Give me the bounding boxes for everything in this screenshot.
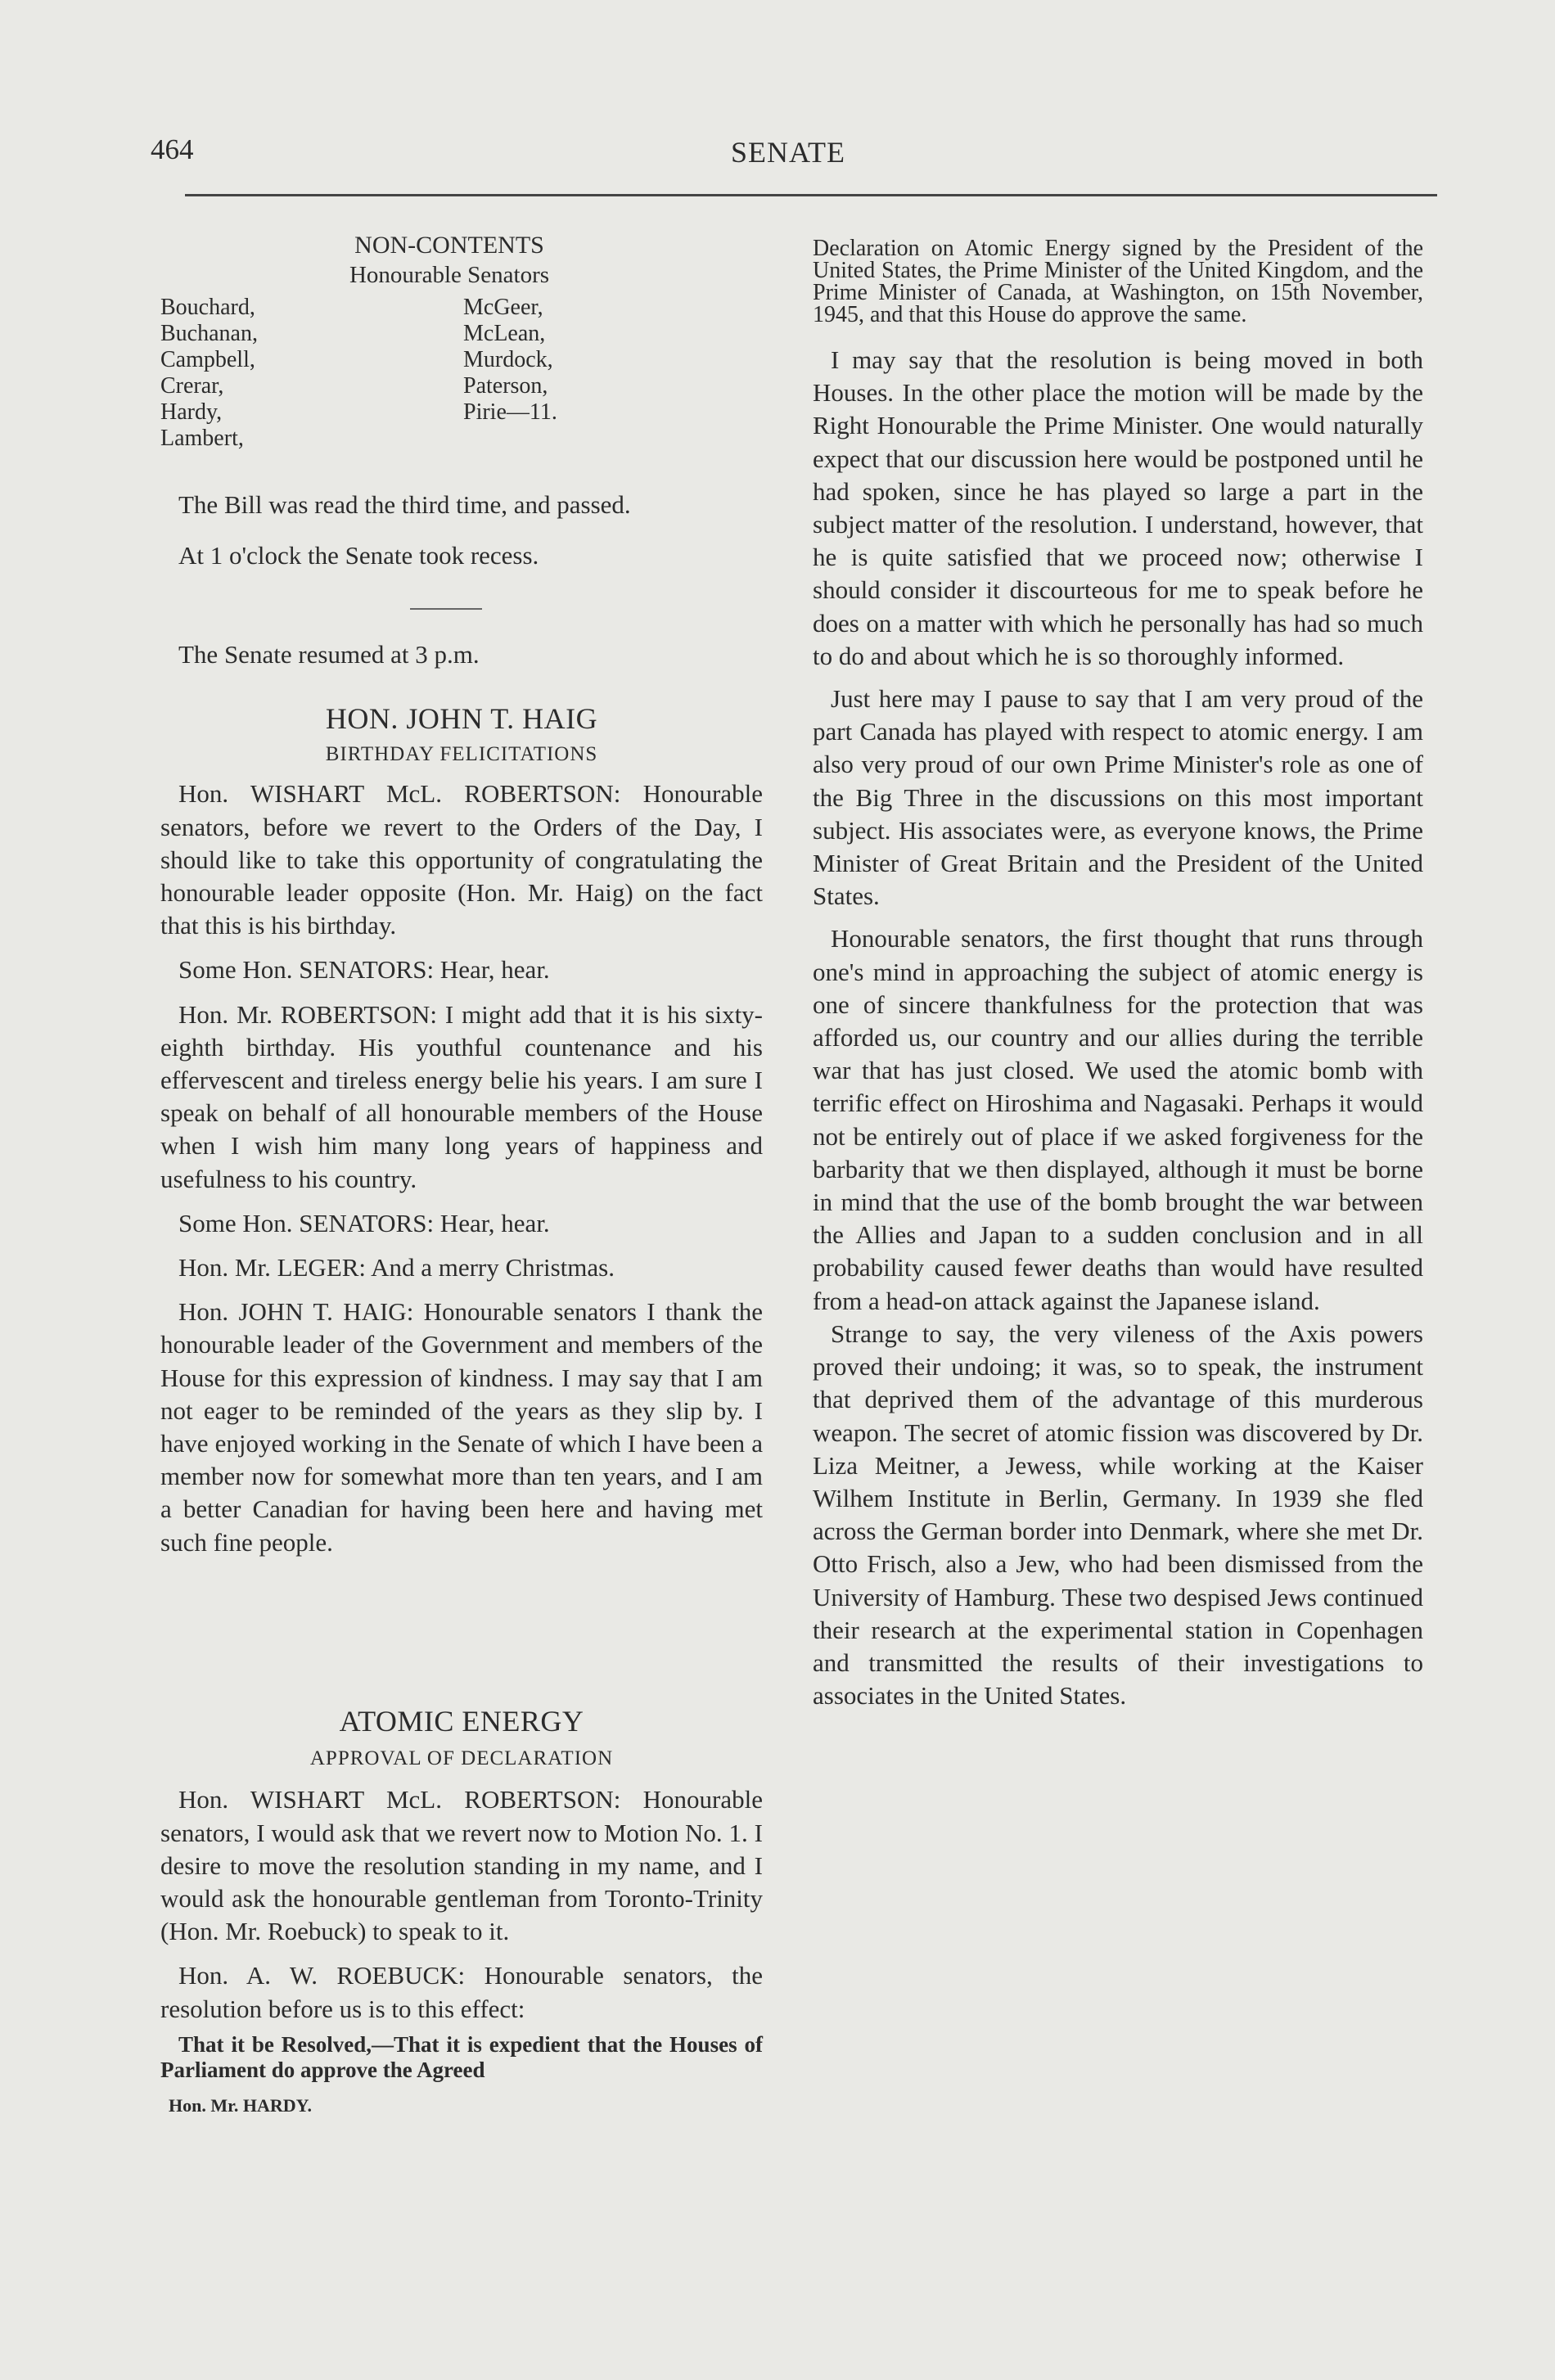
running-head: SENATE — [731, 136, 845, 169]
paragraph: The Bill was read the third time, and passed. — [178, 490, 631, 519]
resolution-quote-continued: Declaration on Atomic Energy signed by the President of the United States, the Prime Minister of the United Kingdom, and the Prime Minister of Canada, at Washington, on 15th November, 1945, and that this House do approve the same. — [813, 236, 1423, 327]
paragraph: Hon. WISHART McL. ROBERTSON: Honourable senators, I would ask that we revert now to Motion No. 1. I desire to move the resolution standing in my name, and I would ask the honourable gentleman from Toronto-Trinity (Hon. Mr. Roebuck) to speak to it. — [160, 1785, 763, 1946]
page-number: 464 — [151, 133, 194, 165]
paragraph: Honourable senators, the first thought that runs through one's mind in approaching the subject of atomic energy is one of sincere thankfulness for the protection that was afforded us, our country and our allies during the terrible war that has just closed. We used the atomic bomb with terrific effect on Hiroshima and Nagasaki. Perhaps it would not be entirely out of place if we asked forgiveness for the barbarity that we then displayed, although it must be borne in mind that the use of the bomb brought the war between the Allies and Japan to a sudden conclusion and in all probability caused fewer deaths than would have resulted from a head-on attack against the Japanese island. — [813, 924, 1423, 1315]
paragraph: Hon. A. W. ROEBUCK: Honourable senators, the resolution before us is to this effect: — [160, 1961, 763, 2023]
senator-name: Bouchard, — [160, 295, 255, 320]
section-title: HON. JOHN T. HAIG — [325, 702, 598, 735]
senator-name: McGeer, — [463, 295, 543, 320]
non-contents-title: NON-CONTENTS — [354, 232, 544, 259]
names-column-2 — [463, 295, 709, 452]
senator-name: Lambert, — [160, 426, 244, 451]
paragraph: Strange to say, the very vileness of the Axis powers proved their undoing; it was, so to speak, the instrument that deprived them of the advantage of this murderous weapon. The secret of atomic fission was discovered by Dr. Liza Meitner, a Jewess, while working at the Kaiser Wilhem Institute in Berlin, Germany. In 1939 she fled across the German border into Denmark, where she met Dr. Otto Frisch, also a Jew, who had been dismissed from the University of Hamburg. These two despised Jews continued their research at the experimental station in Copenhagen and transmitted the results of their investigations to associates in the United States. — [813, 1318, 1423, 1711]
paragraph: Some Hon. SENATORS: Hear, hear. — [178, 1208, 550, 1237]
atomic-section — [160, 1705, 763, 2122]
paragraph: Hon. WISHART McL. ROBERTSON: Honourable senators, before we revert to the Orders of the Day, I should like to take this opportunity of congratulating the honourable leader opposite (Hon. Mr. Haig) on the fact that this is his birthday. — [160, 779, 763, 940]
non-contents-block — [160, 231, 763, 452]
section-title: ATOMIC ENERGY — [339, 1705, 584, 1738]
senator-name: Pirie—11. — [463, 399, 557, 425]
paragraph: Just here may I pause to say that I am very proud of the part Canada has played with respect to atomic energy. I am also very proud of our own Prime Minister's role as one of the Big Three in the discussions on this most important subject. His associates were, as everyone knows, the Prime Minister of Great Britain and the President of the United States. — [813, 684, 1423, 911]
senator-names — [160, 295, 763, 452]
names-column-1 — [160, 295, 463, 452]
haig-section — [160, 702, 763, 1559]
section-subtitle: BIRTHDAY FELICITATIONS — [325, 743, 598, 766]
right-body — [813, 237, 1423, 1712]
paragraph: Hon. Mr. LEGER: And a merry Christmas. — [178, 1253, 615, 1282]
left-body-resumed — [160, 638, 763, 671]
paragraph: Hon. JOHN T. HAIG: Honourable senators I thank the honourable leader of the Government and members of the House for this expression of kindness. I may say that I am not eager to be reminded of the years as they slip by. I have enjoyed working in the Senate of which I have been a member now for somewhat more than ten years, and I am a better Canadian for having been here and having met such fine people. — [160, 1297, 763, 1557]
left-body-top — [160, 489, 763, 572]
senator-name: Crerar, — [160, 373, 224, 399]
paragraph: The Senate resumed at 3 p.m. — [178, 640, 480, 669]
paragraph: At 1 o'clock the Senate took recess. — [178, 541, 539, 570]
senator-name: Buchanan, — [160, 321, 258, 346]
non-contents-subtitle: Honourable Senators — [349, 262, 550, 288]
senator-name: Murdock, — [463, 347, 553, 372]
paragraph: Some Hon. SENATORS: Hear, hear. — [178, 955, 550, 985]
section-divider — [410, 608, 482, 610]
section-subtitle: APPROVAL OF DECLARATION — [309, 1747, 614, 1770]
resolution-quote: That it be Resolved,—That it is expedient that the Houses of Parliament do approve the Agreed — [160, 2031, 763, 2082]
senator-name: Hardy, — [160, 399, 223, 425]
senator-name: McLean, — [463, 321, 546, 346]
footer-name: Hon. Mr. HARDY. — [169, 2094, 313, 2116]
senator-name: Campbell, — [160, 347, 255, 372]
paragraph: Hon. Mr. ROBERTSON: I might add that it is his sixty-eighth birthday. His youthful countenance and his effervescent and tireless energy belie his years. I am sure I speak on behalf of all honourable members of the House when I wish him many long years of happiness and usefulness to his country. — [160, 999, 763, 1193]
paragraph: I may say that the resolution is being moved in both Houses. In the other place the motion will be made by the Right Honourable the Prime Minister. One would naturally expect that our discussion here would be postponed until he had spoken, since he has played so large a part in the subject matter of the resolution. I understand, however, that he is quite satisfied that we proceed now; otherwise I should consider it discourteous for me to speak before he does on a matter with which he personally has had so much to do and about which he is so thoroughly informed. — [813, 345, 1423, 670]
senator-name: Paterson, — [463, 373, 548, 399]
header-rule — [185, 194, 1437, 196]
